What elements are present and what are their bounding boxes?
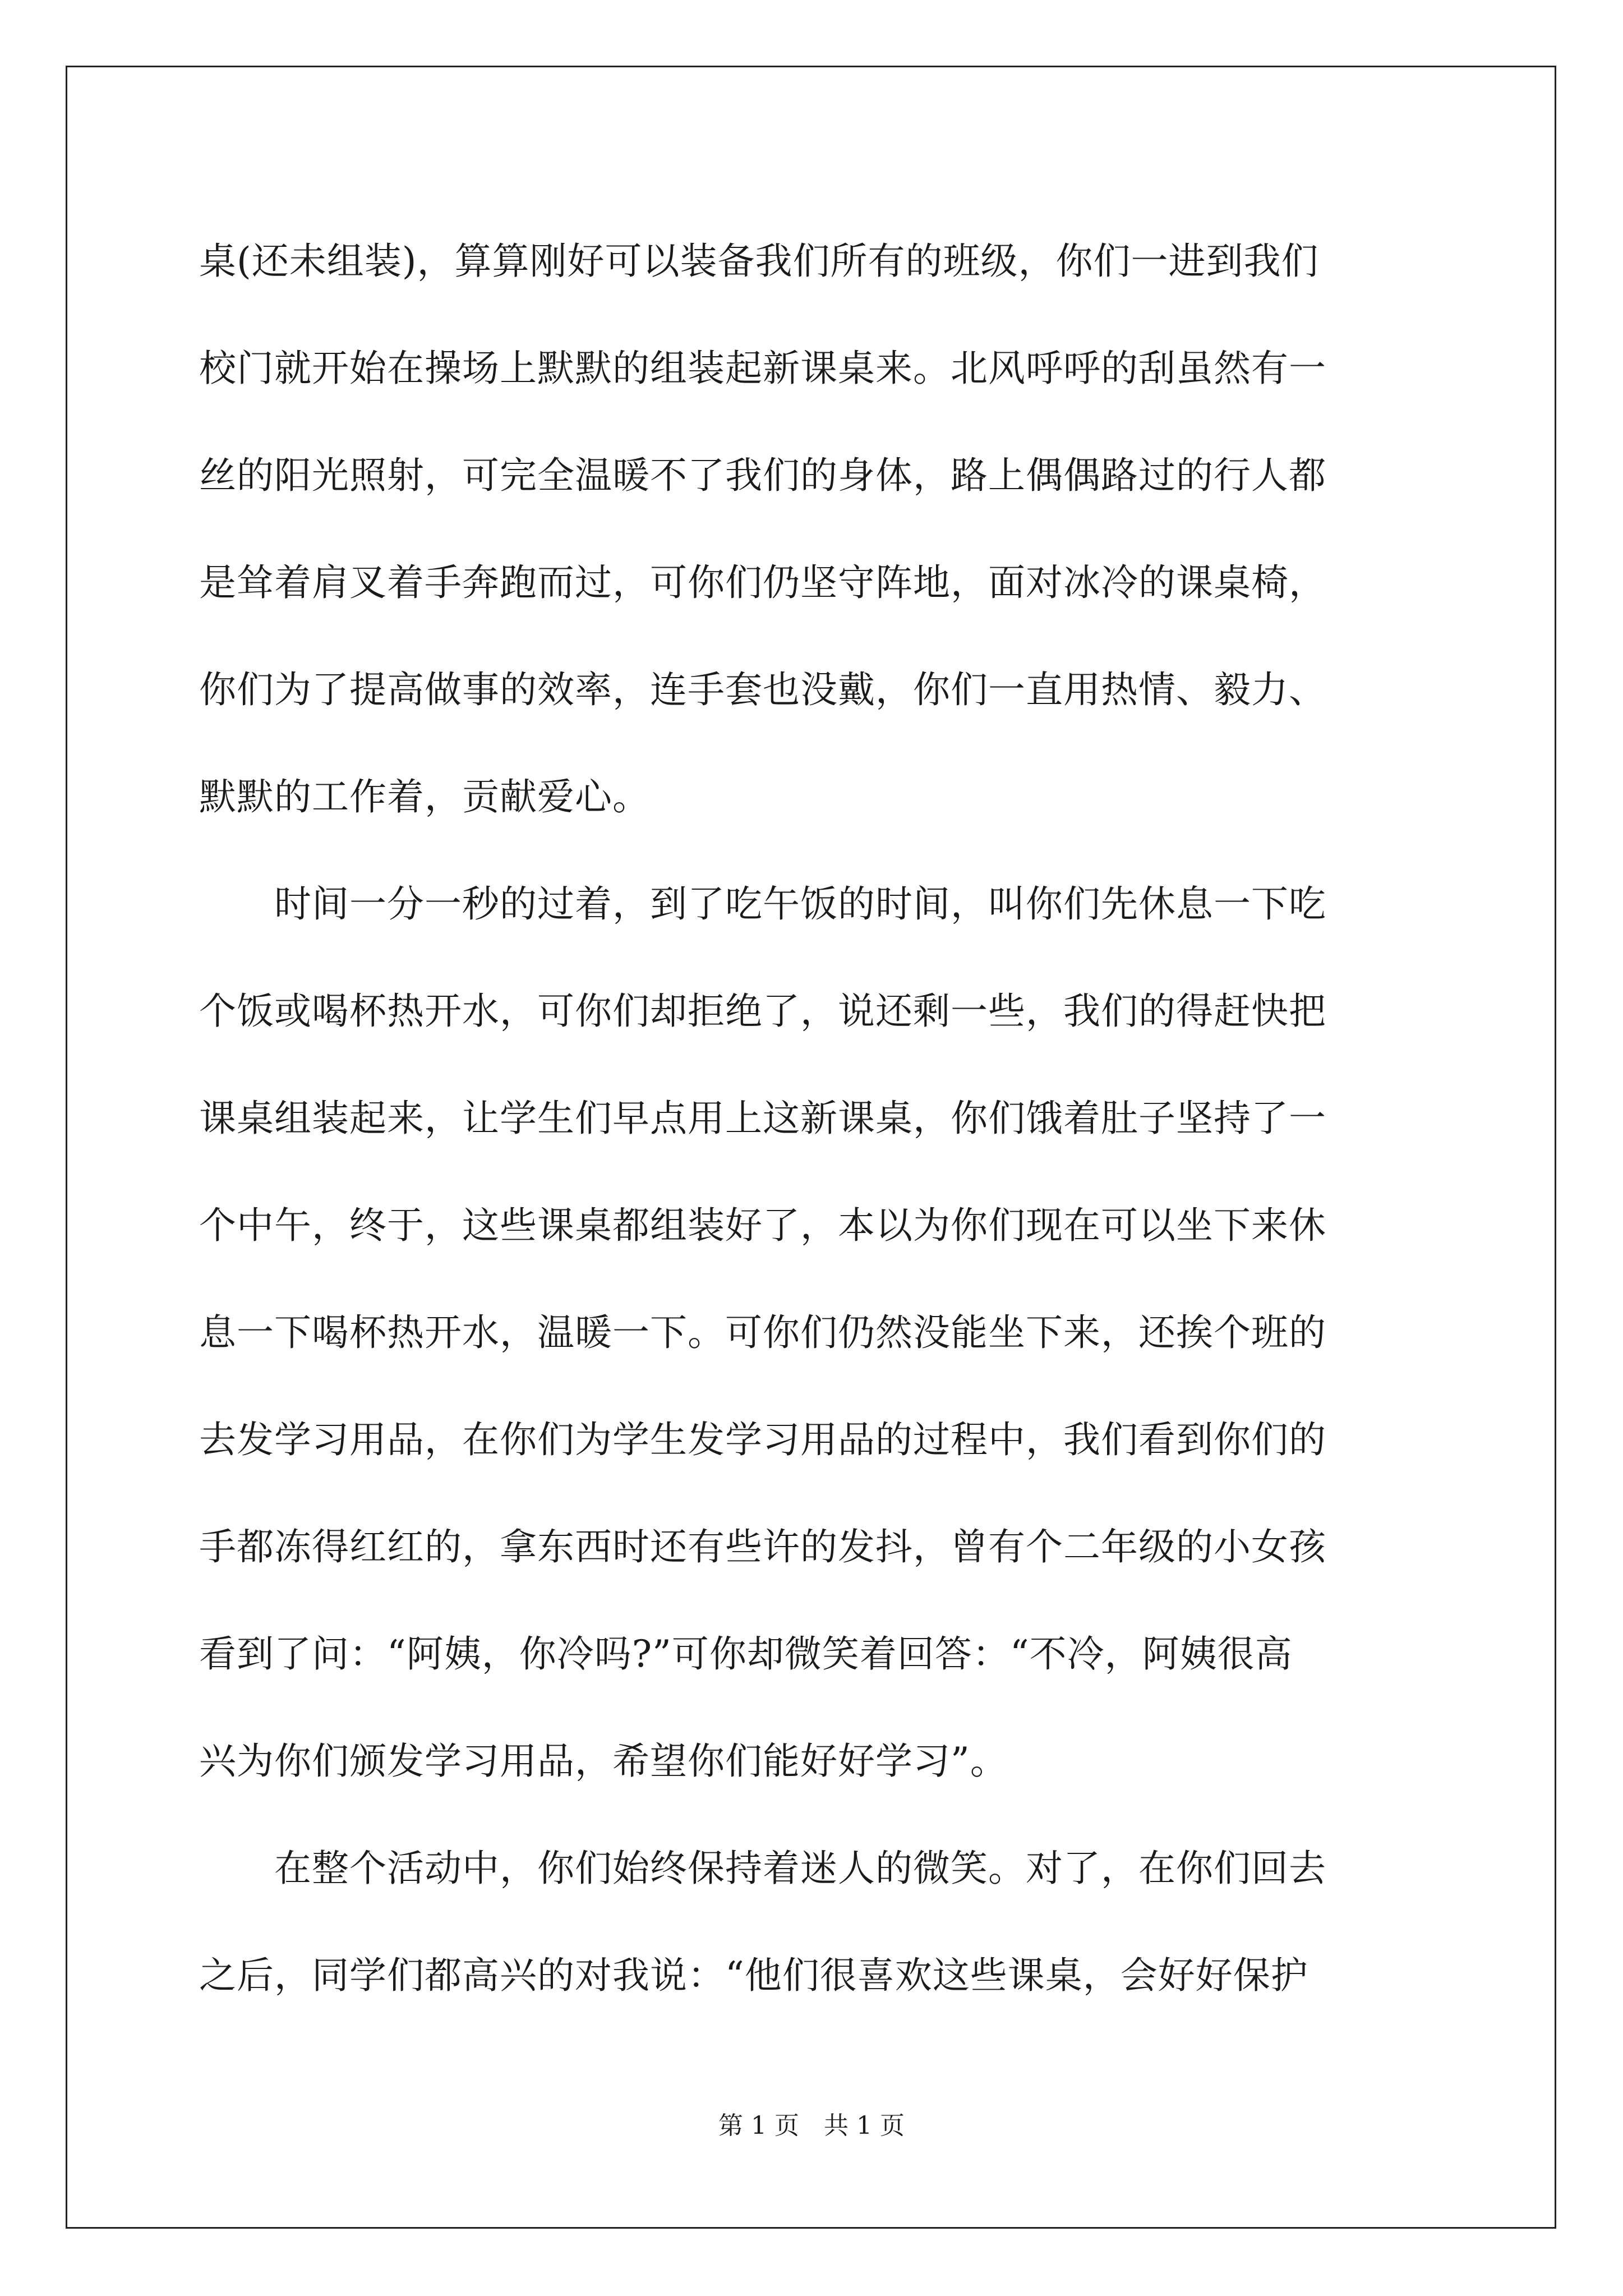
page-footer: 第 1 页 共 1 页 <box>718 2111 905 2140</box>
text-line: 之后，同学们都高兴的对我说：“他们很喜欢这些课桌，会好好保护 <box>199 1954 1308 1997</box>
text-line: 手都冻得红红的，拿东西时还有些许的发抖，曾有个二年级的小女孩 <box>199 1525 1326 1568</box>
text-line: 课桌组装起来，让学生们早点用上这新课桌，你们饿着肚子坚持了一 <box>199 1097 1326 1140</box>
text-line: 丝的阳光照射，可完全温暖不了我们的身体，路上偶偶路过的行人都 <box>199 454 1326 497</box>
text-line: 时间一分一秒的过着，到了吃午饭的时间，叫你们先休息一下吃 <box>199 882 1326 926</box>
text-line: 兴为你们颁发学习用品，希望你们能好好学习”。 <box>199 1740 1008 1783</box>
document-body <box>199 208 1427 2029</box>
text-line: 桌(还未组装)，算算刚好可以装备我们所有的班级，你们一进到我们 <box>199 240 1319 283</box>
text-line: 你们为了提高做事的效率，连手套也没戴，你们一直用热情、毅力、 <box>199 668 1326 711</box>
text-line: 校门就开始在操场上默默的组装起新课桌来。北风呼呼的刮虽然有一 <box>199 347 1326 390</box>
text-line: 个饭或喝杯热开水，可你们却拒绝了，说还剩一些，我们的得赶快把 <box>199 990 1326 1033</box>
text-line: 默默的工作着，贡献爱心。 <box>199 775 650 818</box>
text-line: 是耸着肩叉着手奔跑而过，可你们仍坚守阵地，面对冰冷的课桌椅， <box>199 561 1326 604</box>
text-line: 息一下喝杯热开水，温暖一下。可你们仍然没能坐下来，还挨个班的 <box>199 1311 1326 1354</box>
text-line: 个中午，终于，这些课桌都组装好了，本以为你们现在可以坐下来休 <box>199 1204 1326 1247</box>
text-line: 在整个活动中，你们始终保持着迷人的微笑。对了，在你们回去 <box>199 1847 1326 1890</box>
text-line: 去发学习用品，在你们为学生发学习用品的过程中，我们看到你们的 <box>199 1418 1326 1461</box>
text-line: 看到了问：“阿姨，你冷吗?”可你却微笑着回答：“不冷，阿姨很高 <box>199 1632 1293 1676</box>
